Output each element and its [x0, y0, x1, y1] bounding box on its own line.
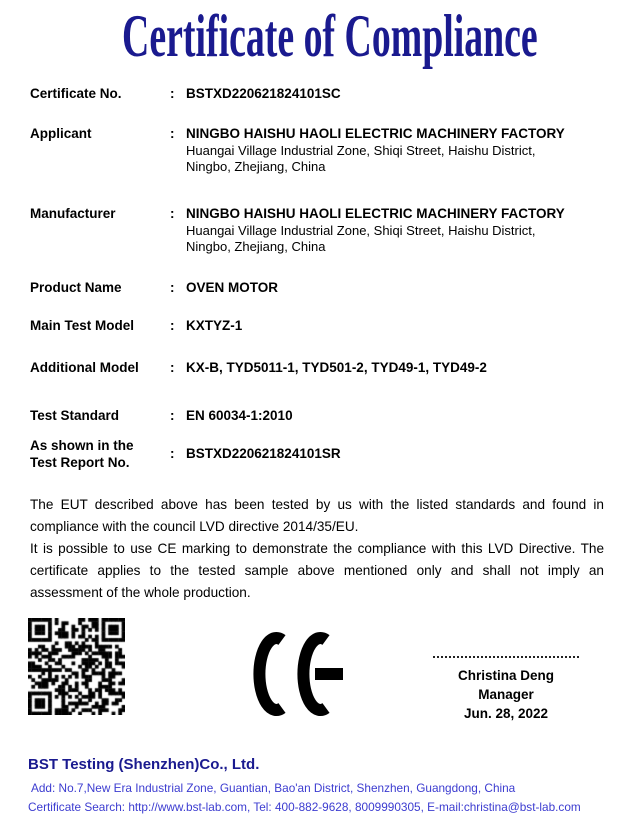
qr-code-image: [28, 618, 125, 715]
field-label: Main Test Model: [30, 318, 135, 333]
field-value-block: [186, 206, 565, 256]
applicant-address-line1: Huangai Village Industrial Zone, Shiqi Street, Haishu District,: [186, 142, 536, 158]
manufacturer-address-line1: Huangai Village Industrial Zone, Shiqi Street, Haishu District,: [186, 222, 536, 238]
signatory-name: Christina Deng: [457, 668, 554, 683]
field-row-product-name: [30, 280, 605, 297]
signatory-role: Manager: [478, 687, 534, 702]
field-row-manufacturer: [30, 206, 605, 256]
field-value: EN 60034-1:2010: [186, 408, 293, 423]
field-colon: :: [170, 206, 175, 221]
field-colon: :: [170, 360, 175, 375]
field-row-main-test-model: [30, 318, 605, 335]
field-label: Product Name: [30, 280, 122, 295]
field-value: OVEN MOTOR: [186, 280, 279, 295]
issuer-address: Add: No.7,New Era Industrial Zone, Guantian, Bao'an District, Shenzhen, Guangdong, China: [31, 781, 516, 795]
field-value: KX-B, TYD5011-1, TYD501-2, TYD49-1, TYD49-2: [186, 360, 487, 375]
certificate-title-text: Certificate of Compliance: [122, 3, 538, 69]
compliance-statement: [30, 494, 604, 604]
field-colon: :: [170, 86, 175, 101]
field-label: [30, 438, 170, 471]
statement-paragraph-2: It is possible to use CE marking to demonstrate the compliance with this LVD Directive. The certificate applies to the tested sample above mentioned only and shall not imply an assessment of the whole production.: [30, 541, 604, 600]
ce-mark-icon: [253, 631, 351, 717]
field-colon: :: [170, 446, 175, 462]
signature-date: Jun. 28, 2022: [463, 706, 549, 721]
field-row-applicant: [30, 126, 605, 176]
field-value: BSTXD220621824101SR: [186, 446, 341, 462]
field-value-block: [186, 126, 565, 176]
field-colon: :: [170, 408, 175, 423]
issuer-company-name: BST Testing (Shenzhen)Co., Ltd.: [28, 756, 260, 773]
manufacturer-address-line2: Ningbo, Zhejiang, China: [186, 239, 326, 254]
field-label-line1: As shown in the: [30, 438, 134, 453]
field-value: BSTXD220621824101SC: [186, 86, 341, 101]
field-colon: :: [170, 318, 175, 333]
applicant-name: NINGBO HAISHU HAOLI ELECTRIC MACHINERY FACTORY: [186, 126, 565, 141]
field-colon: :: [170, 280, 175, 295]
signature-line: [433, 656, 579, 658]
field-row-test-report-no: [30, 438, 605, 471]
issuer-contact-line: Certificate Search: http://www.bst-lab.com, Tel: 400-882-9628, 8009990305, E-mail:christina@bst-lab.com: [28, 800, 581, 814]
signature-block: [433, 656, 579, 723]
field-row-certificate-no: [30, 86, 605, 103]
statement-paragraph-1: The EUT described above has been tested by us with the listed standards and found in compliance with the council LVD directive 2014/35/EU.: [30, 497, 604, 534]
field-label: Additional Model: [30, 360, 139, 375]
field-label: Applicant: [30, 126, 92, 141]
field-row-additional-model: [30, 360, 605, 377]
field-label: Manufacturer: [30, 206, 116, 221]
field-value: KXTYZ-1: [186, 318, 243, 333]
field-row-test-standard: [30, 408, 605, 425]
certificate-title: [0, 2, 631, 71]
applicant-address-line2: Ningbo, Zhejiang, China: [186, 159, 326, 174]
field-label: Test Standard: [30, 408, 120, 423]
manufacturer-name: NINGBO HAISHU HAOLI ELECTRIC MACHINERY FACTORY: [186, 206, 565, 221]
field-colon: :: [170, 126, 175, 141]
field-label: Certificate No.: [30, 86, 122, 101]
field-label-line2: Test Report No.: [30, 454, 130, 470]
